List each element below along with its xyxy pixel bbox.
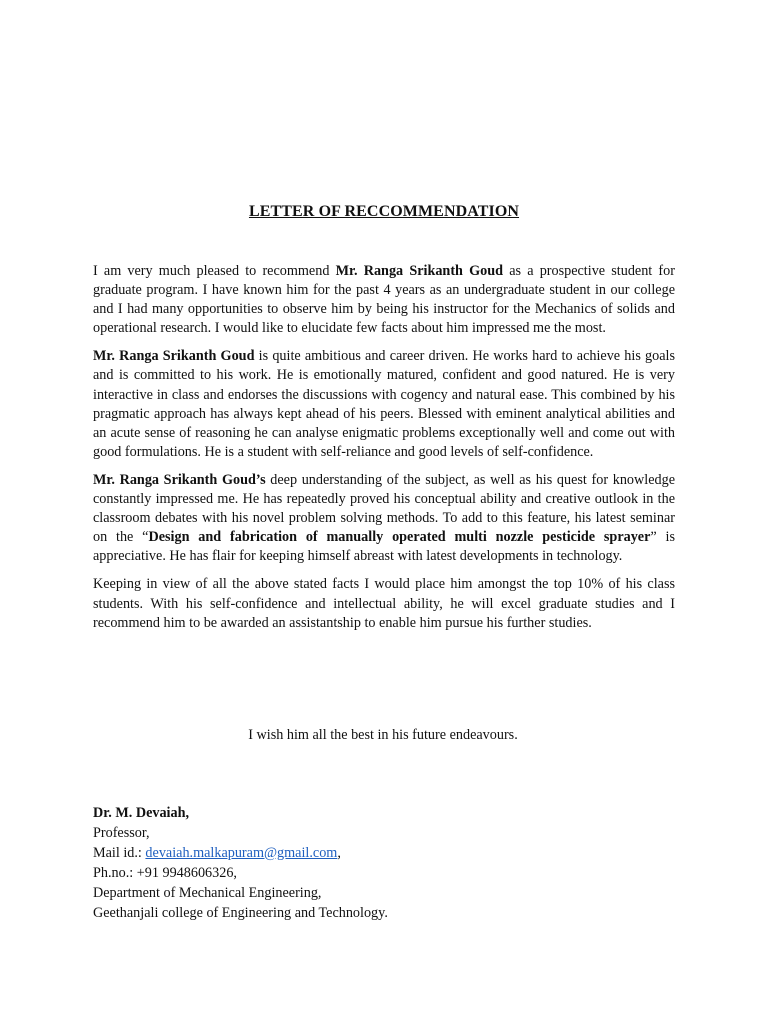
- student-name-possessive: Mr. Ranga Srikanth Goud’s: [93, 471, 266, 488]
- paragraph-recommendation: Keeping in view of all the above stated facts I would place him amongst the top 10% of his class students. With his self-confidence and intellectual ability, he will excel graduate studies and I recommend him to be awarded an assistantship to enable him pursue his further studies.: [93, 576, 675, 631]
- signatory-department: Department of Mechanical Engineering,: [93, 884, 322, 901]
- student-name: Mr. Ranga Srikanth Goud: [93, 348, 255, 365]
- signatory-college: Geethanjali college of Engineering and Technology.: [93, 904, 388, 921]
- letter-body: [93, 262, 675, 642]
- p2-after: is quite ambitious and career driven. He works hard to achieve his goals and is committed to his work. He is emotionally matured, confident and good natured. He is very interactive in class and endorses the discussions with cogency and natural ease. This combined by his pragmatic approach has always kept ahead of his peers. Blessed with eminent analytical abilities and an acute sense of reasoning he can analyse enigmatic problems exceptionally well and come out with good formulations. He is a student with self-reliance and good levels of self-confidence.: [93, 348, 675, 460]
- student-name: Mr. Ranga Srikanth Goud: [335, 263, 504, 279]
- letter-title: LETTER OF RECCOMMENDATION: [248, 203, 520, 220]
- closing-wish: I wish him all the best in his future endeavours.: [248, 727, 518, 743]
- paragraph-introduction: [93, 262, 675, 338]
- signature-block: [93, 804, 388, 923]
- seminar-title: Design and fabrication of manually operated multi nozzle pesticide sprayer: [148, 529, 651, 546]
- paragraph-character: [93, 347, 675, 462]
- p3-middle: deep understanding of the subject, as well as his quest for knowledge constantly impressed me. He has repeatedly proved his conceptual ability and creative outlook in the classroom debates with his novel problem solving methods. To add to this feature, his latest seminar on the “: [93, 471, 675, 546]
- signatory-phone: Ph.no.: +91 9948606326,: [93, 864, 237, 881]
- p1-before: I am very much pleased to recommend: [93, 263, 336, 279]
- p1-after: as a prospective student for graduate program. I have known him for the past 4 years as an undergraduate student in our college and I had many opportunities to observe him by being his instructor for the Mechanics of solids and operational research. I would like to elucidate few facts about him impressed me the most.: [93, 263, 675, 337]
- paragraph-academics: [93, 471, 675, 566]
- email-link[interactable]: devaiah.malkapuram@gmail.com: [145, 844, 338, 861]
- signatory-name: Dr. M. Devaiah,: [93, 805, 190, 821]
- signatory-position: Professor,: [93, 824, 150, 841]
- signatory-email-line: [93, 844, 388, 864]
- mail-label: Mail id.:: [93, 844, 146, 861]
- email-suffix: ,: [337, 844, 341, 861]
- p3-after: ” is appreciative. He has flair for keeping himself abreast with latest developments in technology.: [93, 529, 675, 565]
